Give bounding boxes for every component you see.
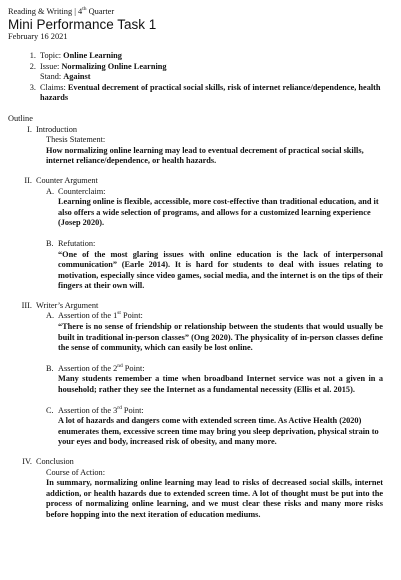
item-text: A lot of hazards and dangers come with extended screen time. As Active Health (2020) enumerates them, excessive screen time may bring you sleep deprivation, physical strain to your eyes and body, increased risk of obesity, and many more.	[58, 416, 379, 447]
outline-section-introduction	[18, 125, 383, 167]
info-number: 1.	[29, 51, 36, 60]
item-superscript: nd	[117, 363, 123, 370]
item-label-tail: Point:	[120, 311, 143, 321]
info-value: Online Learning	[63, 51, 122, 60]
counterclaim	[46, 187, 383, 229]
section-sub-label: Course of Action:	[46, 467, 105, 477]
course-text: Reading & Writing | 4	[8, 7, 83, 16]
item-label: Assertion of the 1	[58, 311, 118, 321]
item-label: Refutation:	[58, 238, 96, 248]
item-letter: B.	[46, 238, 54, 248]
course-quarter: Quarter	[86, 7, 115, 16]
item-superscript: st	[117, 310, 121, 317]
item-label-tail: Point:	[122, 363, 145, 373]
thesis-statement: How normalizing online learning may lead to eventual decrement of practical social skills, internet reliance/dependence, or health hazards.	[46, 145, 364, 166]
item-letter: A.	[46, 186, 55, 196]
info-label: Topic:	[40, 51, 64, 60]
item-text: Learning online is flexible, accessible, more cost-effective than traditional education, and it also offers a wide selection of programs, and allows for a customized learning experience (Josep 2020).	[58, 197, 379, 228]
section-numeral: III.	[21, 300, 32, 310]
section-numeral: II.	[24, 175, 32, 185]
stand-value: Against	[63, 72, 91, 82]
item-text: Many students remember a time when broadband Internet service was not a given in a household; rather they see the Internet as a fundamental necessity (Ellis et al. 2015).	[58, 374, 383, 395]
section-title: Conclusion	[36, 457, 74, 466]
section-numeral: I.	[27, 124, 32, 134]
assertion-2	[46, 364, 383, 396]
info-item-issue	[22, 62, 383, 83]
info-label: Claims:	[40, 82, 68, 92]
section-sub-label: Thesis Statement:	[46, 135, 106, 145]
stand-label: Stand:	[40, 72, 64, 82]
info-number: 3.	[29, 82, 36, 92]
outline-section-writers-argument	[18, 301, 383, 448]
section-title: Counter Argument	[36, 175, 98, 185]
info-list	[22, 51, 383, 104]
section-numeral: IV.	[22, 457, 32, 466]
info-item-claims	[22, 83, 383, 104]
item-label-tail: Point:	[121, 405, 144, 415]
course-line	[8, 6, 383, 17]
info-label: Issue:	[40, 61, 62, 71]
info-number: 2.	[29, 61, 36, 71]
item-letter: C.	[46, 405, 54, 415]
item-label: Assertion of the 2	[58, 363, 118, 373]
item-superscript: rd	[117, 404, 122, 411]
outline	[8, 114, 383, 521]
section-title: Introduction	[36, 124, 78, 134]
outline-section-counter-argument	[18, 176, 383, 292]
item-text: “One of the most glaring issues with online education is the lack of interpersonal communication” (Earle 2014). It is hard for students to deal with issues relating to motivation, especially since video games, social media, and the internet is on the tips of their fingers at their own will.	[58, 249, 383, 291]
assertion-3	[46, 406, 383, 448]
refutation	[46, 239, 383, 292]
assertion-1	[46, 311, 383, 353]
course-of-action-text: In summary, normalizing online learning may lead to risks of decreased social skills, internet addiction, or health hazards due to extended screen time. A lot of thought must be put into the process of normalizing online learning, and we must clear these risks and many more risks before hopping into the next iteration of education mediums.	[46, 478, 383, 519]
info-value: Normalizing Online Learning	[61, 61, 167, 71]
page-title: Mini Performance Task 1	[8, 17, 157, 32]
item-letter: A.	[46, 311, 55, 321]
info-item-topic	[22, 51, 383, 62]
section-title: Writer’s Argument	[36, 300, 99, 310]
course-superscript: th	[82, 6, 87, 13]
outline-heading: Outline	[8, 113, 33, 123]
outline-section-conclusion	[18, 457, 383, 521]
item-label: Counterclaim:	[58, 186, 106, 196]
item-label: Assertion of the 3	[58, 405, 118, 415]
page-date: February 16 2021	[8, 32, 68, 41]
item-text: “There is no sense of friendship or relationship between the students that would usually be built in traditional in-person classes” (Ong 2020). The physicality of in-person classes define the sense of community, which can easily be lost online.	[58, 322, 383, 353]
item-letter: B.	[46, 363, 54, 373]
info-value: Eventual decrement of practical social skills, risk of internet reliance/dependence, health hazards	[40, 82, 381, 103]
